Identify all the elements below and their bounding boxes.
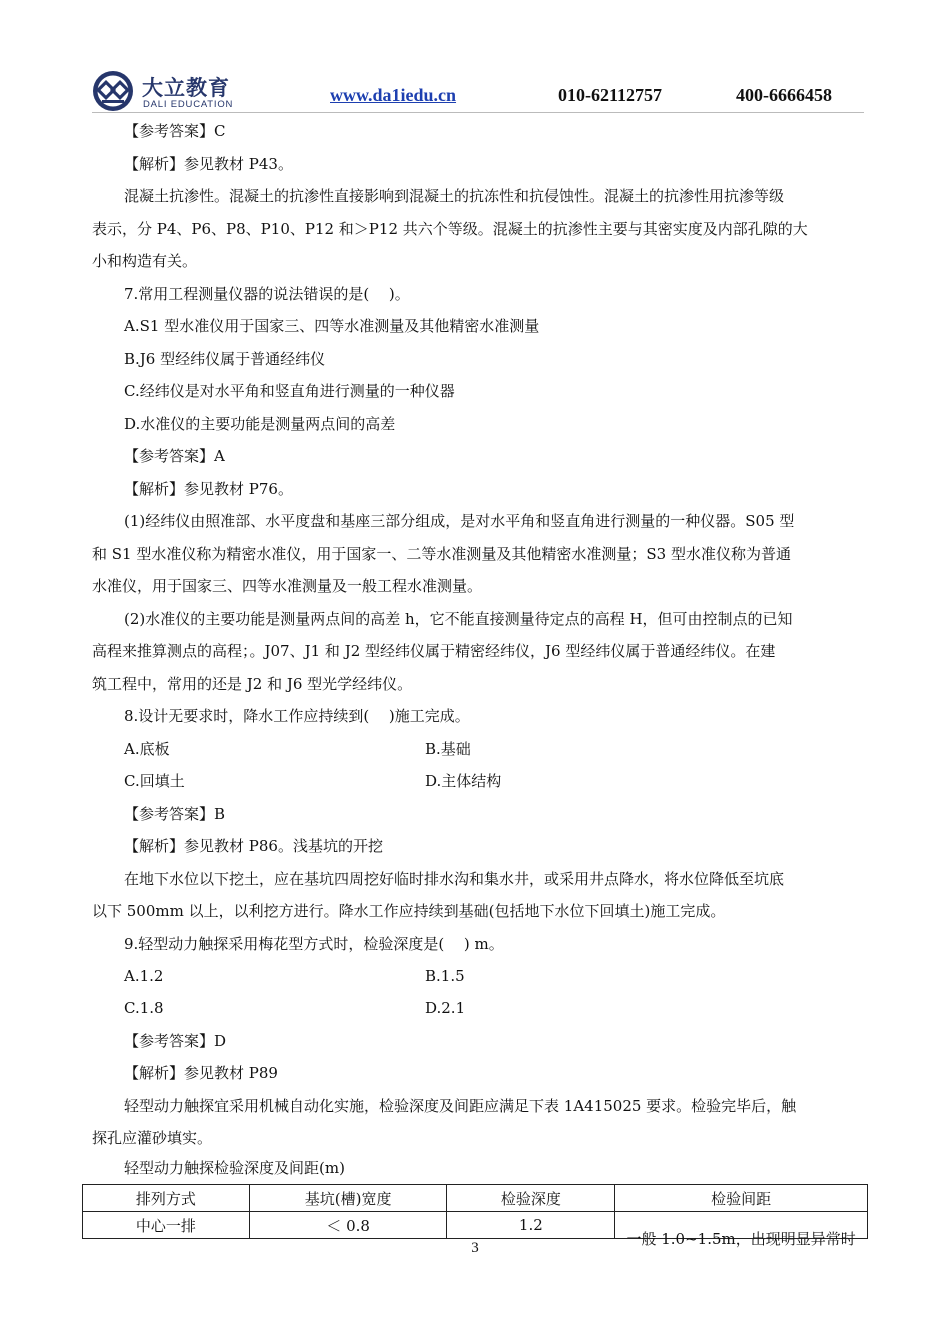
- answer-label: 【参考答案】D: [124, 1032, 227, 1050]
- paragraph-line: 混凝土抗渗性。混凝土的抗渗性直接影响到混凝土的抗冻性和抗侵蚀性。混凝土的抗渗性用抗渗等级: [124, 187, 785, 205]
- table-caption: 轻型动力触探检验深度及间距(m): [124, 1159, 345, 1177]
- option-d: D.2.1: [425, 999, 466, 1017]
- website-link[interactable]: www.da1iedu.cn: [330, 85, 457, 105]
- option-line: C.经纬仪是对水平角和竖直角进行测量的一种仪器: [124, 382, 455, 400]
- table-header-cell: 检验间距: [615, 1185, 868, 1212]
- clipped-text: 一般 1.0~1.5m，出现明显异常时: [626, 1230, 856, 1248]
- paragraph-line: 小和构造有关。: [92, 252, 198, 270]
- answer-label: 【参考答案】C: [124, 122, 226, 140]
- paragraph-line: (1)经纬仪由照准部、水平度盘和基座三部分组成，是对水平角和竖直角进行测量的一种仪器。S05 型: [124, 512, 795, 530]
- brand-name: 大立教育: [142, 76, 230, 100]
- explanation-label: 【解析】参见教材 P43。: [124, 155, 293, 173]
- header-divider: [92, 112, 864, 113]
- paragraph-line: 轻型动力触探宜采用机械自动化实施，检验深度及间距应满足下表 1A415025 要求。检验完毕后，触: [124, 1097, 797, 1115]
- dali-logo-icon: [92, 70, 134, 112]
- table-cell: ＜ 0.8: [249, 1212, 447, 1239]
- option-line: A.S1 型水准仪用于国家三、四等水准测量及其他精密水准测量: [124, 317, 540, 335]
- option-a: A.底板: [124, 740, 170, 758]
- question-9: 9.轻型动力触探采用梅花型方式时，检验深度是( ) m。: [124, 935, 504, 953]
- paragraph-line: 筑工程中，常用的还是 J2 和 J6 型光学经纬仪。: [92, 675, 413, 693]
- explanation-label: 【解析】参见教材 P76。: [124, 480, 293, 498]
- table-cell-clipped: [615, 1212, 868, 1248]
- table-header-cell: 排列方式: [83, 1185, 250, 1212]
- table-cell: 1.2: [447, 1212, 615, 1239]
- page-header: [92, 70, 862, 114]
- paragraph-line: 在地下水位以下挖土，应在基坑四周挖好临时排水沟和集水井，或采用井点降水，将水位降低至坑底: [124, 870, 785, 888]
- paragraph-line: 和 S1 型水准仪称为精密水准仪，用于国家一、二等水准测量及其他精密水准测量；S3 型水准仪称为普通: [92, 545, 791, 563]
- option-c: C.回填土: [124, 772, 185, 790]
- table-cell: 中心一排: [83, 1212, 250, 1239]
- page-number: 3: [471, 1240, 479, 1256]
- option-b: B.1.5: [425, 967, 465, 985]
- option-d: D.主体结构: [425, 772, 502, 790]
- inspection-table: [82, 1184, 868, 1248]
- phone-number-2: 400-6666458: [736, 85, 832, 105]
- brand-name-en: DALI EDUCATION: [143, 99, 234, 110]
- paragraph-line: 水准仪，用于国家三、四等水准测量及一般工程水准测量。: [92, 577, 483, 595]
- option-line: B.J6 型经纬仪属于普通经纬仪: [124, 350, 326, 368]
- explanation-label: 【解析】参见教材 P86。浅基坑的开挖: [124, 837, 383, 855]
- question-8: 8.设计无要求时，降水工作应持续到( )施工完成。: [124, 707, 470, 725]
- paragraph-line: 以下 500mm 以上，以利挖方进行。降水工作应持续到基础(包括地下水位下回填土)施工完成。: [92, 902, 726, 920]
- paragraph-line: 探孔应灌砂填实。: [92, 1129, 213, 1147]
- paragraph-line: 表示，分 P4、P6、P8、P10、P12 和＞P12 共六个等级。混凝土的抗渗性主要与其密实度及内部孔隙的大: [92, 220, 808, 238]
- table-row: [83, 1212, 868, 1239]
- table-header-cell: 检验深度: [447, 1185, 615, 1212]
- question-7: 7.常用工程测量仪器的说法错误的是( )。: [124, 285, 410, 303]
- paragraph-line: (2)水准仪的主要功能是测量两点间的高差 h，它不能直接测量待定点的高程 H，但可由控制点的已知: [124, 610, 793, 628]
- option-a: A.1.2: [124, 967, 164, 985]
- paragraph-line: 高程来推算测点的高程；。J07、J1 和 J2 型经纬仪属于精密经纬仪，J6 型经纬仪属于普通经纬仪。在建: [92, 642, 776, 660]
- table-header-row: [83, 1185, 868, 1212]
- option-c: C.1.8: [124, 999, 164, 1017]
- table-header-cell: 基坑(槽)宽度: [249, 1185, 447, 1212]
- phone-number-1: 010-62112757: [558, 85, 663, 105]
- explanation-label: 【解析】参见教材 P89: [124, 1064, 278, 1082]
- option-line: D.水准仪的主要功能是测量两点间的高差: [124, 415, 396, 433]
- answer-label: 【参考答案】B: [124, 805, 226, 823]
- option-b: B.基础: [425, 740, 471, 758]
- answer-label: 【参考答案】A: [124, 447, 225, 465]
